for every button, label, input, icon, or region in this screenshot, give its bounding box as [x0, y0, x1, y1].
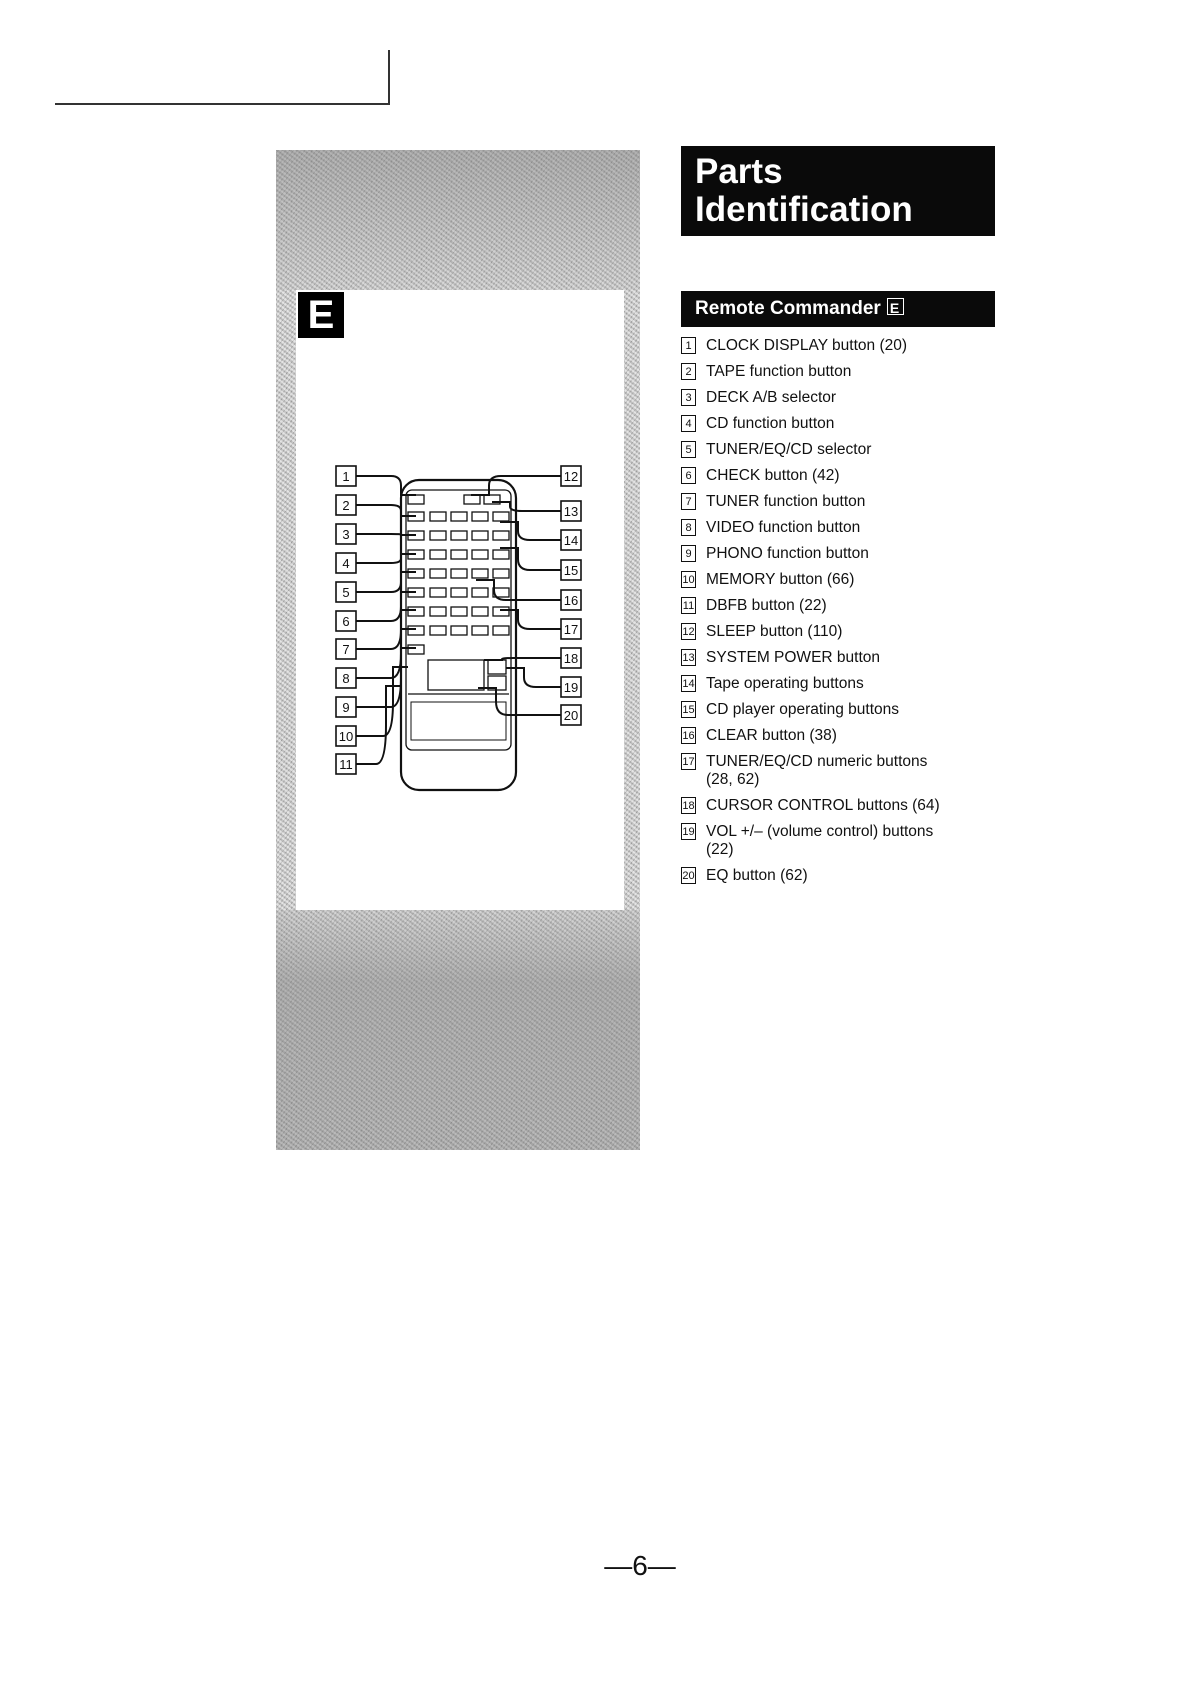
part-item: [681, 337, 991, 355]
callout-number: 17: [563, 622, 579, 637]
part-number: 3: [681, 389, 696, 406]
callout-10: [336, 726, 356, 746]
part-item: [681, 441, 991, 459]
remote-button: [472, 588, 488, 597]
part-label: TUNER/EQ/CD numeric buttons: [706, 753, 928, 770]
callout-number: 12: [563, 469, 579, 484]
part-item: [681, 623, 991, 641]
callout-number: 20: [563, 708, 579, 723]
part-sublabel: (22): [706, 841, 734, 858]
part-number: 10: [681, 571, 696, 588]
part-label: PHONO function button: [706, 545, 869, 562]
part-label: CURSOR CONTROL buttons (64): [706, 797, 940, 814]
callout-number: 1: [342, 469, 350, 484]
part-item: [681, 823, 991, 859]
callout-number: 7: [342, 642, 350, 657]
remote-button: [493, 569, 509, 578]
part-number: 6: [681, 467, 696, 484]
part-item: [681, 467, 991, 485]
part-label: TUNER function button: [706, 493, 866, 510]
leader-line: [356, 505, 416, 516]
remote-button: [408, 569, 424, 578]
part-item: [681, 389, 991, 407]
remote-button: [408, 495, 424, 504]
callout-number: 18: [563, 651, 579, 666]
callout-5: [336, 582, 356, 602]
callout-11: [336, 754, 356, 774]
part-number: 11: [681, 597, 696, 614]
part-label: TUNER/EQ/CD selector: [706, 441, 872, 458]
part-number: 1: [681, 337, 696, 354]
callout-14: [561, 530, 581, 550]
part-number: 8: [681, 519, 696, 536]
part-item: [681, 701, 991, 719]
remote-button: [430, 569, 446, 578]
remote-button: [430, 607, 446, 616]
photo-grain-bottom: [276, 910, 640, 1150]
part-number: 7: [681, 493, 696, 510]
callout-6: [336, 611, 356, 631]
callout-number: 19: [563, 680, 579, 695]
callout-8: [336, 668, 356, 688]
part-item: [681, 363, 991, 381]
part-item: [681, 867, 991, 885]
remote-window: [411, 702, 506, 740]
callout-12: [561, 466, 581, 486]
callout-20: [561, 705, 581, 725]
part-label: TAPE function button: [706, 363, 852, 380]
title-line-1: Parts: [695, 152, 783, 191]
section-title: [695, 298, 904, 320]
remote-button: [408, 626, 424, 635]
remote-button: [430, 588, 446, 597]
leader-line: [476, 580, 561, 600]
part-item: [681, 753, 991, 789]
callout-4: [336, 553, 356, 573]
callout-3: [336, 524, 356, 544]
callout-number: 13: [563, 504, 579, 519]
remote-button: [493, 531, 509, 540]
part-number: 9: [681, 545, 696, 562]
callout-18: [561, 648, 581, 668]
remote-button: [408, 607, 424, 616]
callout-19: [561, 677, 581, 697]
corner-mark-horizontal: [55, 103, 390, 105]
part-number: 19: [681, 823, 696, 840]
callout-16: [561, 590, 581, 610]
part-number: 18: [681, 797, 696, 814]
part-number: 15: [681, 701, 696, 718]
callout-number: 2: [342, 498, 350, 513]
part-number: 4: [681, 415, 696, 432]
remote-button: [408, 645, 424, 654]
part-item: [681, 493, 991, 511]
part-label: SYSTEM POWER button: [706, 649, 880, 666]
part-item: [681, 571, 991, 589]
leader-line: [356, 629, 416, 678]
remote-button: [430, 626, 446, 635]
callout-number: 9: [342, 700, 350, 715]
remote-button: [430, 512, 446, 521]
leader-line: [484, 658, 561, 660]
remote-button: [451, 607, 467, 616]
callout-17: [561, 619, 581, 639]
callout-number: 11: [339, 757, 353, 772]
remote-button: [451, 531, 467, 540]
part-number: 17: [681, 753, 696, 770]
callout-number: 14: [563, 533, 579, 548]
part-label: CLEAR button (38): [706, 727, 837, 744]
section-badge-icon: [887, 298, 904, 315]
leader-line: [506, 668, 561, 687]
leader-line: [356, 554, 416, 563]
callout-number: 16: [563, 593, 579, 608]
part-item: [681, 675, 991, 693]
remote-button: [451, 550, 467, 559]
part-item: [681, 649, 991, 667]
part-number: 16: [681, 727, 696, 744]
photo-grain-top: [276, 150, 640, 290]
leader-line: [356, 686, 401, 764]
part-label: VOL +/– (volume control) buttons: [706, 823, 934, 840]
remote-button: [493, 607, 509, 616]
leader-line: [356, 592, 416, 621]
callout-number: 15: [563, 563, 579, 578]
part-number: 20: [681, 867, 696, 884]
remote-button: [472, 626, 488, 635]
part-label: EQ button (62): [706, 867, 808, 884]
remote-button: [464, 495, 480, 504]
part-label: SLEEP button (110): [706, 623, 843, 640]
part-label: CD player operating buttons: [706, 701, 900, 718]
remote-button: [451, 512, 467, 521]
part-sublabel: (28, 62): [706, 771, 760, 788]
callout-number: 4: [342, 556, 350, 571]
vol-up-button: [488, 660, 506, 674]
section-header: [681, 291, 995, 327]
callout-2: [336, 495, 356, 515]
remote-button: [493, 550, 509, 559]
page-number: —6—: [604, 1550, 676, 1581]
callout-9: [336, 697, 356, 717]
remote-button: [472, 512, 488, 521]
cursor-pad: [428, 660, 484, 690]
part-number: 14: [681, 675, 696, 692]
remote-button: [451, 588, 467, 597]
part-label: DECK A/B selector: [706, 389, 837, 406]
part-label: DBFB button (22): [706, 597, 827, 614]
part-label: VIDEO function button: [706, 519, 861, 536]
part-number: 2: [681, 363, 696, 380]
leader-line: [356, 572, 416, 592]
callout-1: [336, 466, 356, 486]
remote-button: [493, 512, 509, 521]
remote-button: [451, 569, 467, 578]
leader-line: [492, 502, 561, 511]
part-item: [681, 415, 991, 433]
figure-badge: E: [298, 292, 344, 338]
part-label: CHECK button (42): [706, 467, 840, 484]
section-label: Remote Commander: [695, 298, 881, 319]
remote-commander-diagram: [296, 290, 624, 810]
part-item: [681, 597, 991, 615]
part-label: Tape operating buttons: [706, 675, 864, 692]
remote-button: [472, 531, 488, 540]
callout-number: 8: [342, 671, 350, 686]
callout-13: [561, 501, 581, 521]
part-number: 12: [681, 623, 696, 640]
title-line-2: Identification: [695, 190, 913, 229]
part-item: [681, 797, 991, 815]
part-label: CD function button: [706, 415, 835, 432]
parts-list: [681, 337, 991, 893]
part-number: 13: [681, 649, 696, 666]
remote-button: [472, 550, 488, 559]
callout-number: 6: [342, 614, 350, 629]
remote-button: [430, 550, 446, 559]
part-item: [681, 727, 991, 745]
part-item: [681, 519, 991, 537]
remote-button: [472, 569, 488, 578]
part-item: [681, 545, 991, 563]
remote-button: [472, 607, 488, 616]
callout-number: 10: [338, 729, 354, 744]
part-label: CLOCK DISPLAY button (20): [706, 337, 908, 354]
callout-15: [561, 560, 581, 580]
callout-number: 3: [342, 527, 350, 542]
remote-button: [430, 531, 446, 540]
callout-number: 5: [342, 585, 350, 600]
remote-button: [451, 626, 467, 635]
leader-line: [356, 534, 416, 535]
part-number: 5: [681, 441, 696, 458]
corner-mark-vertical: [388, 50, 390, 105]
callout-7: [336, 639, 356, 659]
remote-face: [406, 490, 511, 750]
title-banner: [681, 146, 995, 236]
part-label: MEMORY button (66): [706, 571, 855, 588]
remote-button: [493, 626, 509, 635]
